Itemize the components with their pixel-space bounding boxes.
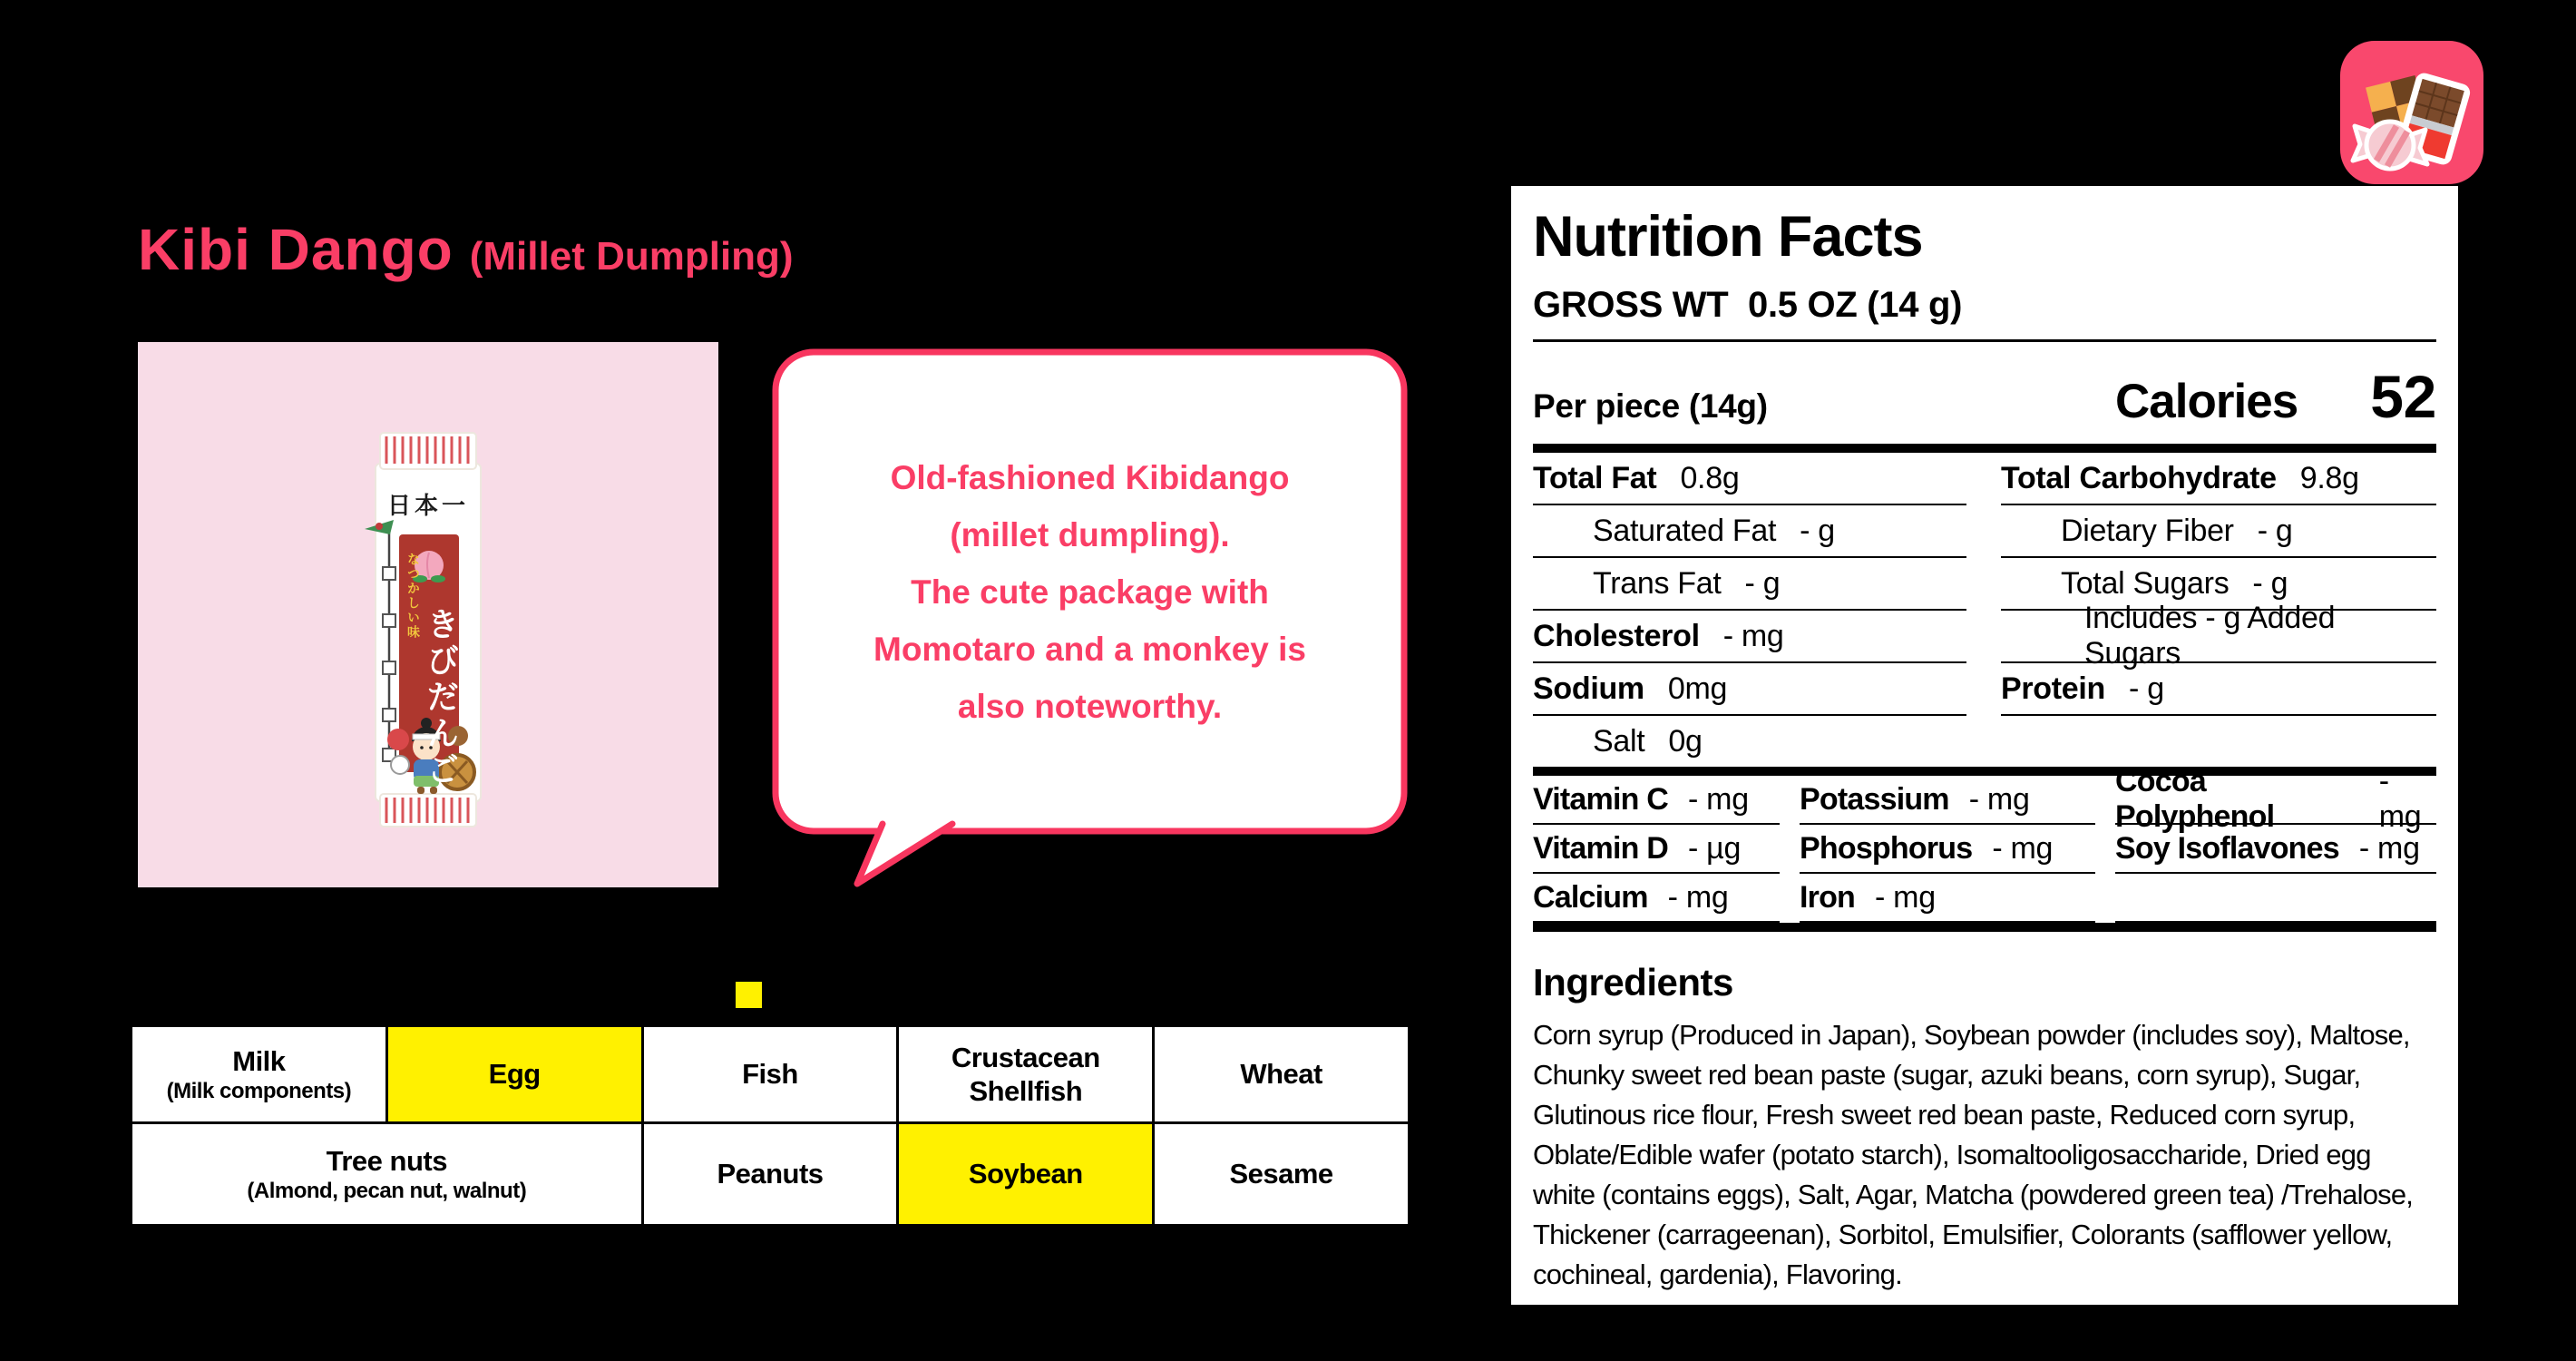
bubble-line: also noteworthy. — [957, 687, 1223, 725]
sweets-app-icon[interactable] — [2340, 41, 2483, 184]
sweets-app-icon-art — [2340, 41, 2483, 184]
allergen-cell-crustacean-shellfish: Crustacean Shellfish — [899, 1027, 1152, 1121]
micronutrient-grid — [1533, 764, 2436, 923]
allergen-cell-milk: Milk (Milk components) — [132, 1027, 385, 1121]
calories-value: 52 — [2370, 363, 2436, 430]
micro-calcium: Calcium - mg — [1533, 874, 1780, 923]
allergen-legend-swatch — [736, 982, 762, 1008]
nutrient-row-total-carbohydrate: Total Carbohydrate 9.8g — [2001, 453, 2436, 505]
nutrient-row-cholesterol: Cholesterol - mg — [1533, 611, 1966, 663]
bubble-line: (millet dumpling). — [950, 515, 1230, 553]
package-name-text: きびだんご — [423, 607, 460, 788]
nutrient-columns — [1533, 453, 2436, 767]
divider — [1533, 339, 2436, 342]
allergen-cell-fish: Fish — [644, 1027, 897, 1121]
bubble-line: The cute package with — [911, 573, 1269, 611]
nutrition-facts-panel — [1511, 186, 2458, 1305]
micro-empty — [2115, 874, 2436, 923]
package-brand-text: 日本一 — [386, 492, 469, 519]
nutrition-facts-title: Nutrition Facts — [1533, 205, 1923, 269]
product-photo — [138, 342, 718, 887]
nutrient-row-sodium: Sodium 0mg — [1533, 663, 1966, 716]
calories-row — [1533, 362, 2436, 431]
speech-bubble — [772, 348, 1408, 893]
allergen-cell-peanuts: Peanuts — [644, 1124, 897, 1224]
micro-vitamin-c: Vitamin C - mg — [1533, 776, 1780, 825]
serving-size: Per piece (14g) — [1533, 387, 1768, 425]
package-tagline-text: なつかしい味 — [406, 553, 421, 640]
nutrient-row-empty — [2001, 716, 2436, 767]
micro-cocoa-polyphenol: Cocoa Polyphenol - mg — [2115, 776, 2436, 825]
page-title-sub: (Millet Dumpling) — [469, 234, 794, 279]
page-title — [138, 216, 794, 283]
nutrient-column-left — [1533, 453, 1966, 767]
bubble-line: Old-fashioned Kibidango — [890, 458, 1290, 496]
nutrient-row-added-sugars: Includes - g Added Sugars — [2001, 611, 2436, 663]
nutrient-row-protein: Protein - g — [2001, 663, 2436, 716]
allergen-cell-sesame: Sesame — [1155, 1124, 1408, 1224]
thick-divider — [1533, 444, 2436, 453]
nutrient-row-trans-fat: Trans Fat - g — [1533, 558, 1966, 611]
ingredients-text: Corn syrup (Produced in Japan), Soybean powder (includes soy), Maltose, Chunky sweet red bean paste (sugar, azuki beans, corn syrup), Sugar, Glutinous rice flour, Fresh sweet red bean paste, Reduced corn syrup, Oblate/Edible wafer (potato starch), Isomaltooligosaccharide, Dried egg white (contains eggs), Salt, Agar, Matcha (powdered green tea) /Trehalose, Thickener (carrageenan), Sorbitol, Emulsifier, Colorants (safflower yellow, cochineal, gardenia), Flavoring. — [1533, 1019, 2414, 1290]
nutrient-row-total-fat: Total Fat 0.8g — [1533, 453, 1966, 505]
micro-phosphorus: Phosphorus - mg — [1800, 825, 2095, 874]
allergen-cell-tree-nuts: Tree nuts (Almond, pecan nut, walnut) — [132, 1124, 641, 1224]
allergen-cell-egg: Egg — [388, 1027, 641, 1121]
micro-iron: Iron - mg — [1800, 874, 2095, 923]
nutrient-column-right — [2001, 453, 2436, 767]
allergen-cell-soybean: Soybean — [899, 1124, 1152, 1224]
nutrient-row-salt: Salt 0g — [1593, 723, 1703, 759]
bubble-line: Momotaro and a monkey is — [873, 630, 1306, 668]
calories-group — [2115, 362, 2436, 431]
allergen-table — [130, 1024, 1410, 1227]
calories-label: Calories — [2115, 375, 2298, 428]
micro-potassium: Potassium - mg — [1800, 776, 2095, 825]
thick-divider — [1533, 923, 2436, 932]
nutrient-row-total-sugars: Total Sugars - g — [2001, 558, 2436, 611]
nutrient-row-dietary-fiber: Dietary Fiber - g — [2001, 505, 2436, 558]
page-title-main: Kibi Dango — [138, 217, 454, 282]
nutrient-row-saturated-fat: Saturated Fat - g — [1533, 505, 1966, 558]
ingredients-title: Ingredients — [1533, 961, 1733, 1004]
gross-weight: GROSS WT 0.5 OZ (14 g) — [1533, 285, 1963, 325]
micro-soy-isoflavones: Soy Isoflavones - mg — [2115, 825, 2436, 874]
micro-vitamin-d: Vitamin D - µg — [1533, 825, 1780, 874]
speech-bubble-text — [772, 348, 1408, 835]
allergen-cell-wheat: Wheat — [1155, 1027, 1408, 1121]
